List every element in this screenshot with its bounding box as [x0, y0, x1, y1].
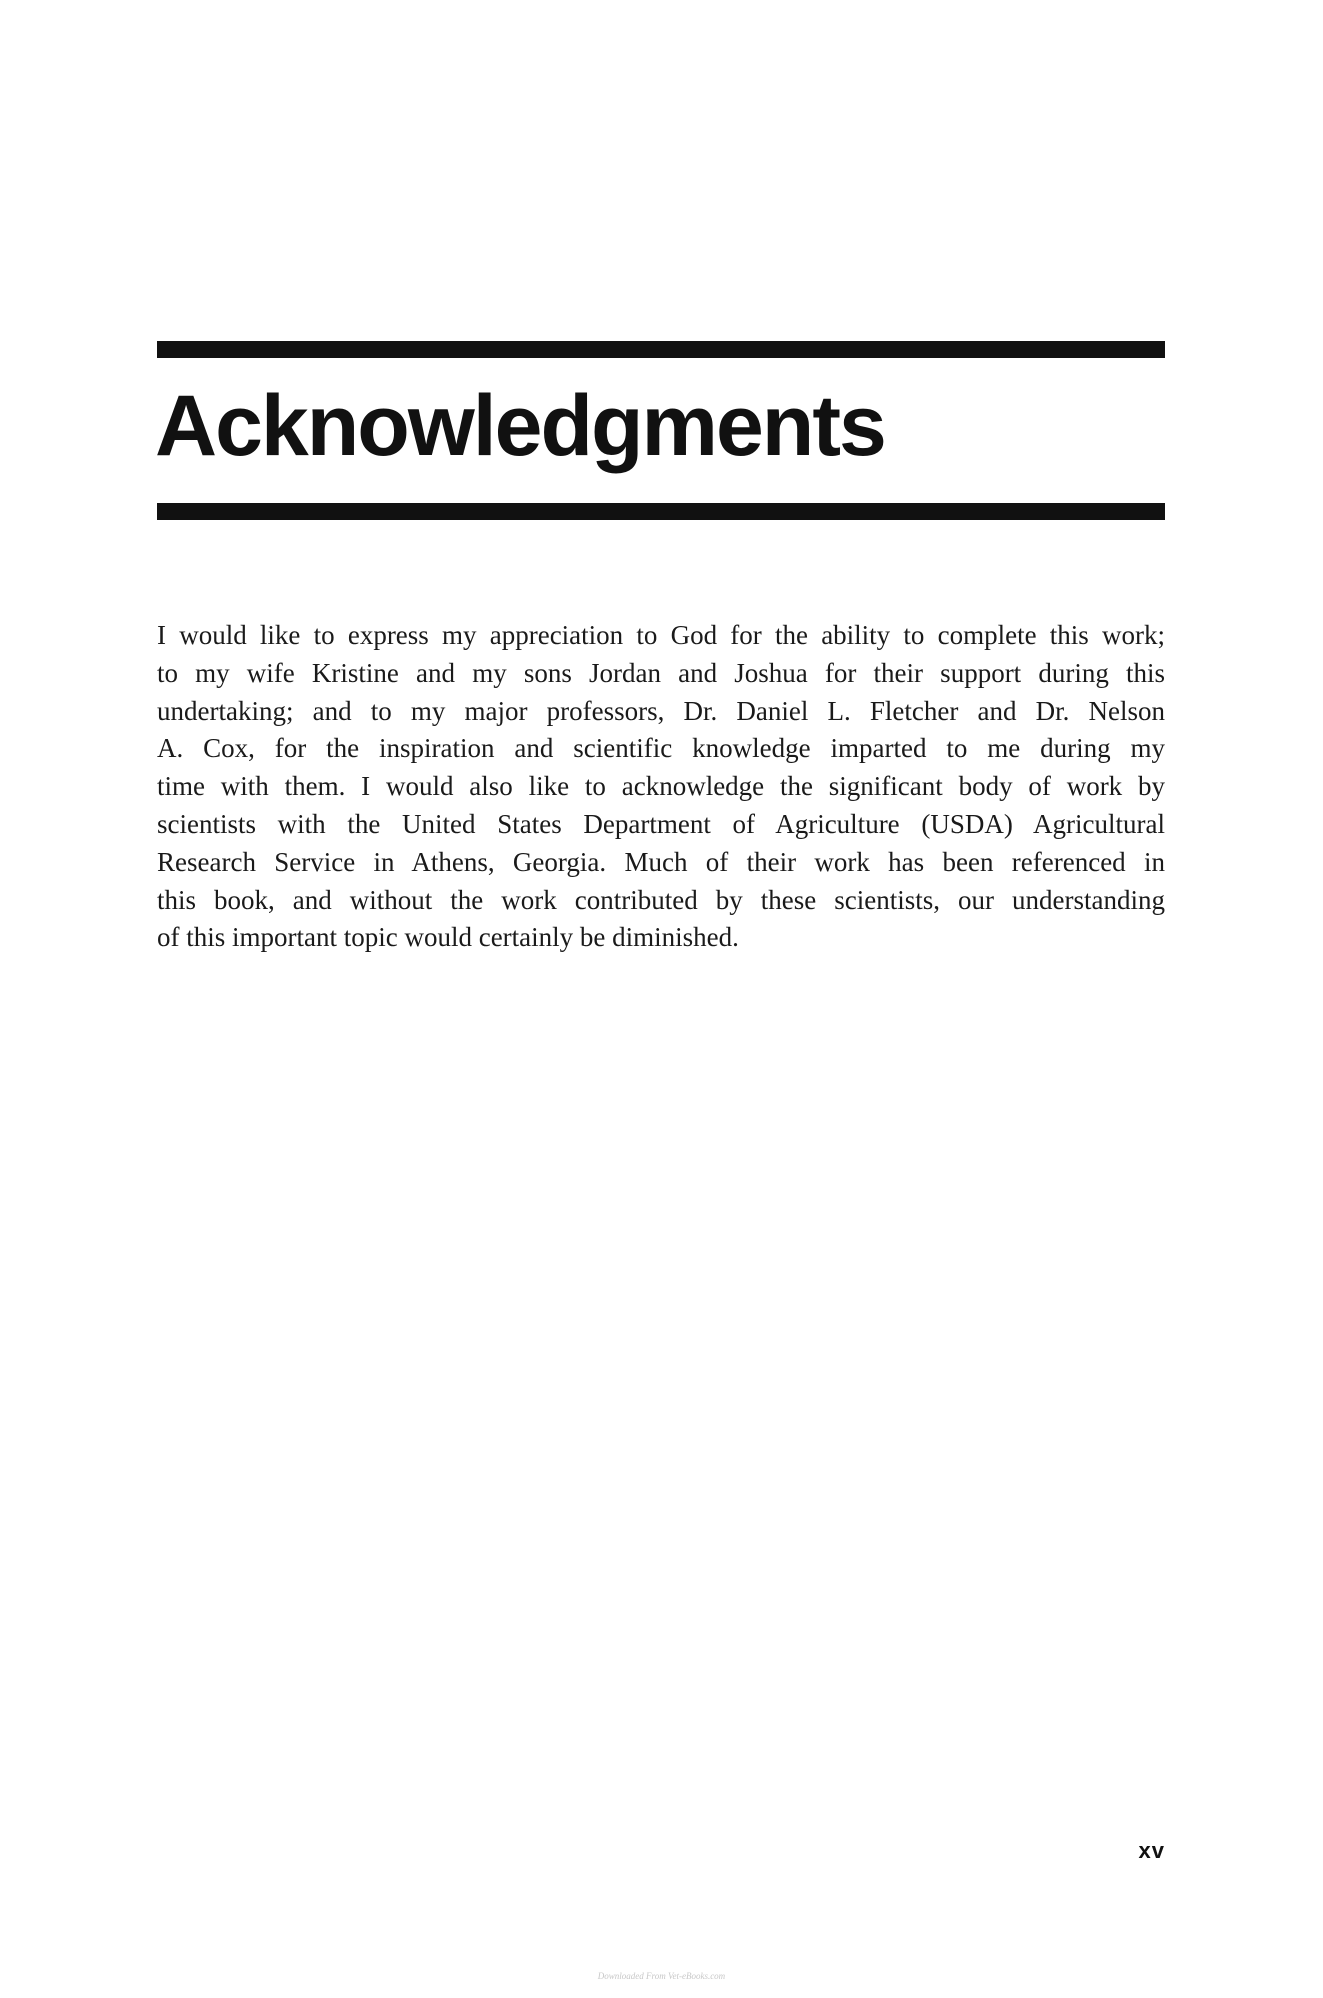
paragraph-line: A. Cox, for the inspiration and scientific knowledge imparted to me during my	[157, 733, 1165, 764]
paragraph-line: Research Service in Athens, Georgia. Much of their work has been referenced in	[157, 846, 1165, 877]
paragraph-line: I would like to express my appreciation to God for the ability to complete this work;	[157, 620, 1165, 650]
paragraph-line: undertaking; and to my major professors, Dr. Daniel L. Fletcher and Dr. Nelson	[157, 695, 1165, 726]
paragraph-line: to my wife Kristine and my sons Jordan and Joshua for their support during this	[157, 657, 1165, 688]
bottom-rule	[157, 503, 1165, 520]
top-rule	[157, 341, 1165, 358]
paragraph-line: scientists with the United States Department of Agriculture (USDA) Agricultural	[157, 808, 1165, 839]
page-title: Acknowledgments	[155, 378, 885, 474]
paragraph-line: time with them. I would also like to acknowledge the significant body of work by	[157, 771, 1165, 802]
download-watermark: Downloaded From Vet-eBooks.com	[597, 1971, 726, 1981]
acknowledgments-paragraph	[157, 617, 1165, 957]
paragraph-line: this book, and without the work contributed by these scientists, our understanding	[157, 884, 1165, 915]
paragraph-line: of this important topic would certainly be diminished.	[157, 922, 739, 953]
page-number: xv	[1138, 1838, 1165, 1863]
